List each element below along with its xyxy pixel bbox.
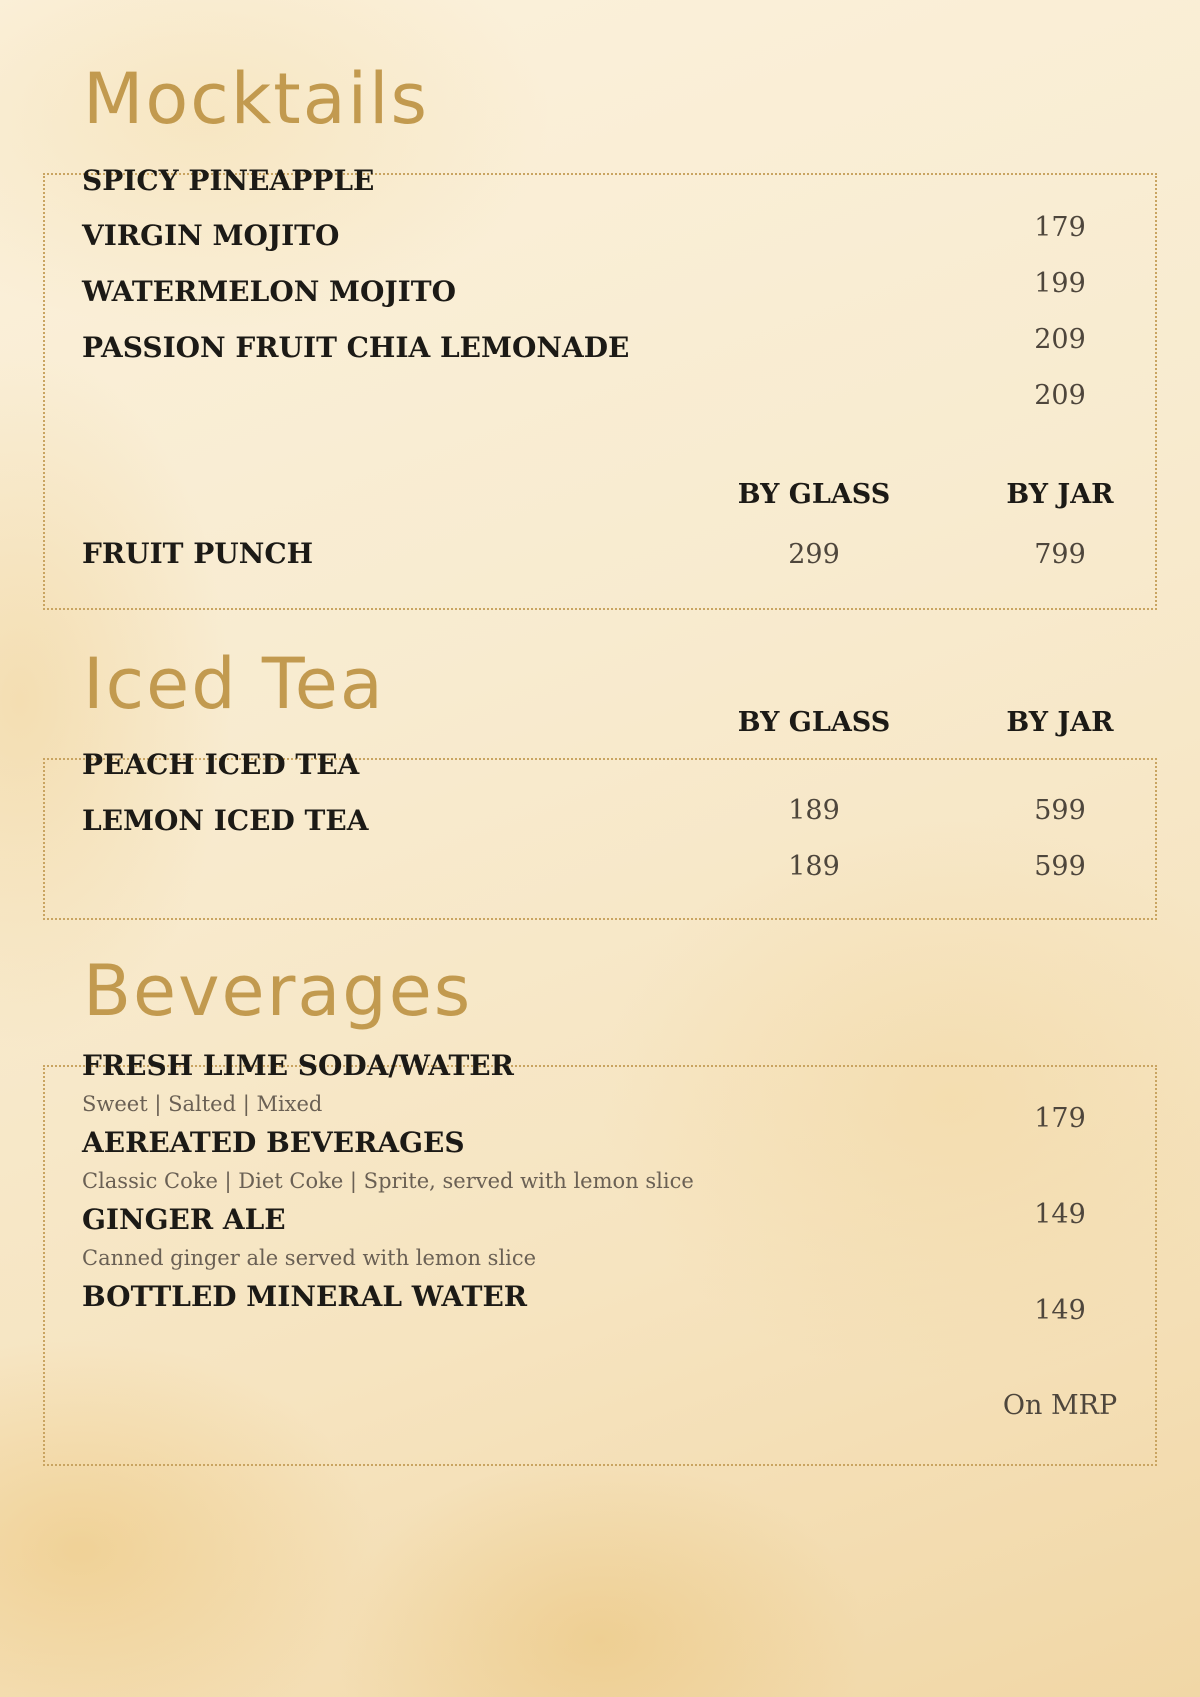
iced-tea-heading: Iced Tea: [83, 643, 385, 725]
menu-item-virgin-mojito: VIRGIN MOJITO: [82, 219, 340, 252]
iced-tea-by-glass-header: BY GLASS: [737, 707, 891, 738]
menu-item-aereated-beverages: AEREATED BEVERAGES: [82, 1126, 465, 1159]
menu-item-peach-iced-tea: PEACH ICED TEA: [82, 748, 360, 781]
mocktails-by-glass-header: BY GLASS: [737, 479, 891, 510]
desc-fresh-lime-soda: Sweet | Salted | Mixed: [82, 1092, 323, 1116]
menu-item-ginger-ale: GINGER ALE: [82, 1203, 286, 1236]
menu-item-bottled-mineral-water: BOTTLED MINERAL WATER: [82, 1280, 528, 1313]
iced-tea-by-jar-header: BY JAR: [1006, 707, 1114, 738]
menu-item-fruit-punch: FRUIT PUNCH: [82, 537, 314, 570]
mocktails-by-jar-header: BY JAR: [1006, 479, 1114, 510]
price-spicy-pineapple: 179: [1034, 212, 1086, 243]
desc-ginger-ale: Canned ginger ale served with lemon slice: [82, 1246, 537, 1270]
price-fruit-punch-jar: 799: [1034, 539, 1086, 570]
price-ginger-ale: 149: [1034, 1295, 1086, 1326]
menu-item-passion-fruit-chia-lemonade: PASSION FRUIT CHIA LEMONADE: [82, 331, 630, 364]
price-fruit-punch-glass: 299: [788, 539, 840, 570]
menu-item-fresh-lime-soda: FRESH LIME SODA/WATER: [82, 1049, 514, 1082]
menu-item-lemon-iced-tea: LEMON ICED TEA: [82, 804, 369, 837]
price-passion-fruit-chia-lemonade: 209: [1034, 380, 1086, 411]
beverages-heading: Beverages: [83, 950, 473, 1032]
iced-tea-box: [43, 758, 1157, 920]
price-bottled-mineral-water: On MRP: [1002, 1390, 1118, 1421]
price-peach-iced-tea-glass: 189: [788, 795, 840, 826]
price-aereated-beverages: 149: [1034, 1199, 1086, 1230]
price-fresh-lime-soda: 179: [1034, 1103, 1086, 1134]
price-watermelon-mojito: 209: [1034, 324, 1086, 355]
price-virgin-mojito: 199: [1034, 268, 1086, 299]
desc-aereated-beverages: Classic Coke | Diet Coke | Sprite, served with lemon slice: [82, 1169, 694, 1193]
menu-item-watermelon-mojito: WATERMELON MOJITO: [82, 275, 457, 308]
mocktails-heading: Mocktails: [83, 58, 429, 140]
price-lemon-iced-tea-glass: 189: [788, 851, 840, 882]
price-peach-iced-tea-jar: 599: [1034, 795, 1086, 826]
menu-item-spicy-pineapple: SPICY PINEAPPLE: [82, 164, 375, 197]
price-lemon-iced-tea-jar: 599: [1034, 851, 1086, 882]
